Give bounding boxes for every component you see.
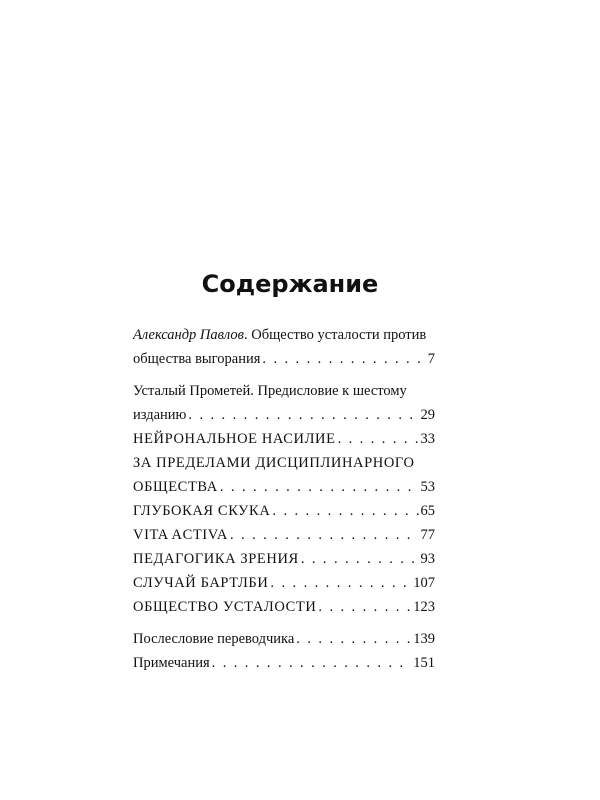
dot-leader bbox=[338, 427, 419, 451]
toc-entry-bartleby[interactable] bbox=[133, 571, 435, 595]
dot-leader bbox=[262, 347, 425, 371]
toc-entry-line bbox=[133, 323, 435, 347]
toc-entry-preface[interactable] bbox=[133, 379, 435, 427]
toc-entry-page-number: 53 bbox=[420, 479, 435, 495]
toc-entry-line bbox=[133, 651, 435, 675]
toc-entry-page-number: 151 bbox=[413, 655, 435, 671]
toc-entry-page-number: 93 bbox=[420, 551, 435, 567]
toc-entry-translator-afterword[interactable] bbox=[133, 627, 435, 651]
toc-entry-line bbox=[133, 571, 435, 595]
toc-entry-title: Послесловие переводчика bbox=[133, 631, 295, 647]
dot-leader bbox=[272, 499, 418, 523]
toc-entry-page-number: 7 bbox=[427, 351, 435, 367]
toc-entry-line: ЗА ПРЕДЕЛАМИ ДИСЦИПЛИНАРНОГО bbox=[133, 455, 415, 471]
toc-entry-line bbox=[133, 627, 435, 651]
dot-leader bbox=[188, 403, 418, 427]
toc-entry-line bbox=[133, 427, 435, 451]
toc-entry-line bbox=[133, 403, 435, 427]
toc-entry-page-number: 77 bbox=[420, 527, 435, 543]
toc-entry-afterword-pavlov[interactable] bbox=[133, 323, 435, 371]
toc-entry-title: изданию bbox=[133, 407, 187, 423]
dot-leader bbox=[270, 571, 411, 595]
toc-entry-title: ОБЩЕСТВО УСТАЛОСТИ bbox=[133, 599, 317, 615]
toc-entry-deep-boredom[interactable] bbox=[133, 499, 435, 523]
toc-entry-line bbox=[133, 499, 435, 523]
toc-entry-pedagogy-of-seeing[interactable] bbox=[133, 547, 435, 571]
toc-entry-burnout-society[interactable] bbox=[133, 595, 435, 619]
dot-leader bbox=[301, 547, 419, 571]
toc-entry-author: Александр Павлов bbox=[133, 327, 244, 343]
toc-entry-beyond-disciplinary[interactable] bbox=[133, 451, 435, 499]
toc-entry-notes[interactable] bbox=[133, 651, 435, 675]
toc-entry-line bbox=[133, 347, 435, 371]
toc-entry-title: Примечания bbox=[133, 655, 210, 671]
dot-leader bbox=[296, 627, 411, 651]
toc-entry-title: VITA ACTIVA bbox=[133, 527, 228, 543]
toc-entry-page-number: 65 bbox=[420, 503, 435, 519]
toc-entry-line bbox=[133, 523, 435, 547]
toc-entry-title: ГЛУБОКАЯ СКУКА bbox=[133, 503, 271, 519]
toc-entry-line: Усталый Прометей. Предисловие к шестому bbox=[133, 383, 407, 399]
toc-entry-line bbox=[133, 595, 435, 619]
dot-leader bbox=[318, 595, 411, 619]
toc-entry-page-number: 139 bbox=[413, 631, 435, 647]
toc-entry-page-number: 33 bbox=[420, 431, 435, 447]
toc-entry-title: . Общество усталости против bbox=[243, 327, 427, 343]
dot-leader bbox=[220, 475, 419, 499]
toc-entry-page-number: 29 bbox=[420, 407, 435, 423]
toc-entry-line bbox=[133, 547, 435, 571]
toc-entry-title: НЕЙРОНАЛЬНОЕ НАСИЛИЕ bbox=[133, 431, 336, 447]
toc-entry-line bbox=[133, 475, 435, 499]
toc-entry-title: ОБЩЕСТВА bbox=[133, 479, 218, 495]
dot-leader bbox=[230, 523, 419, 547]
toc-entry-page-number: 107 bbox=[413, 575, 435, 591]
toc-entry-title: СЛУЧАЙ БАРТЛБИ bbox=[133, 575, 269, 591]
toc-entry-title: общества выгорания bbox=[133, 351, 261, 367]
page-title: Содержание bbox=[201, 270, 379, 298]
toc-entry-page-number: 123 bbox=[413, 599, 435, 615]
toc-entry-title: ПЕДАГОГИКА ЗРЕНИЯ bbox=[133, 551, 299, 567]
table-of-contents bbox=[133, 323, 435, 675]
dot-leader bbox=[212, 651, 412, 675]
toc-entry-vita-activa[interactable] bbox=[133, 523, 435, 547]
toc-entry-neuronal-violence[interactable] bbox=[133, 427, 435, 451]
